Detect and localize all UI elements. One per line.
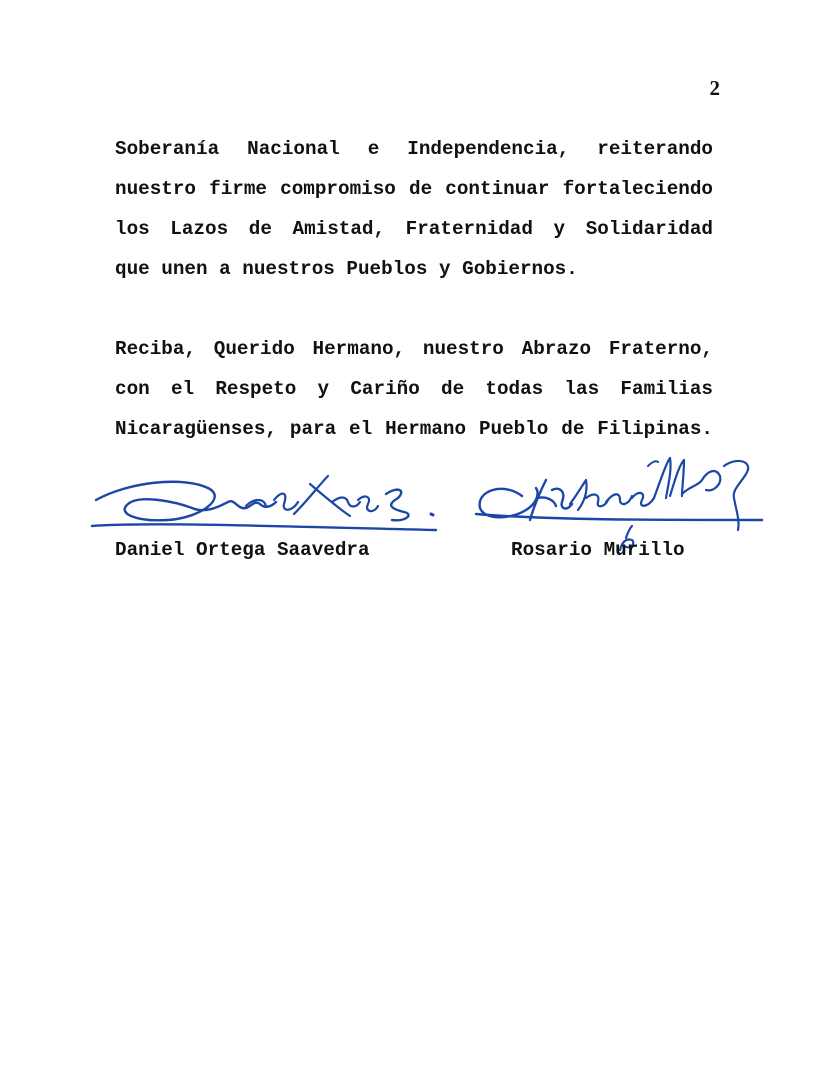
paragraph-line: los Lazos de Amistad, Fraternidad y Solidaridad — [115, 218, 713, 240]
paragraph-line: que unen a nuestros Pueblos y Gobiernos. — [115, 258, 578, 280]
paragraph-line: Soberanía Nacional e Independencia, reiterando — [115, 138, 713, 160]
paragraph-line: nuestro firme compromiso de continuar fortaleciendo — [115, 178, 713, 200]
signatory-name-ortega: Daniel Ortega Saavedra — [115, 539, 370, 561]
page-number: 2 — [709, 76, 720, 100]
handwritten-signature-ortega — [88, 462, 448, 542]
paragraph-line: Nicaragüenses, para el Hermano Pueblo de Filipinas. — [115, 418, 713, 440]
signatory-name-murillo: Rosario Murillo — [511, 539, 685, 561]
paragraph-closing-statement — [115, 129, 713, 289]
paragraph-line: Reciba, Querido Hermano, nuestro Abrazo Fraterno, — [115, 338, 713, 360]
paragraph-farewell — [115, 329, 713, 449]
paragraph-line: con el Respeto y Cariño de todas las Familias — [115, 378, 713, 400]
